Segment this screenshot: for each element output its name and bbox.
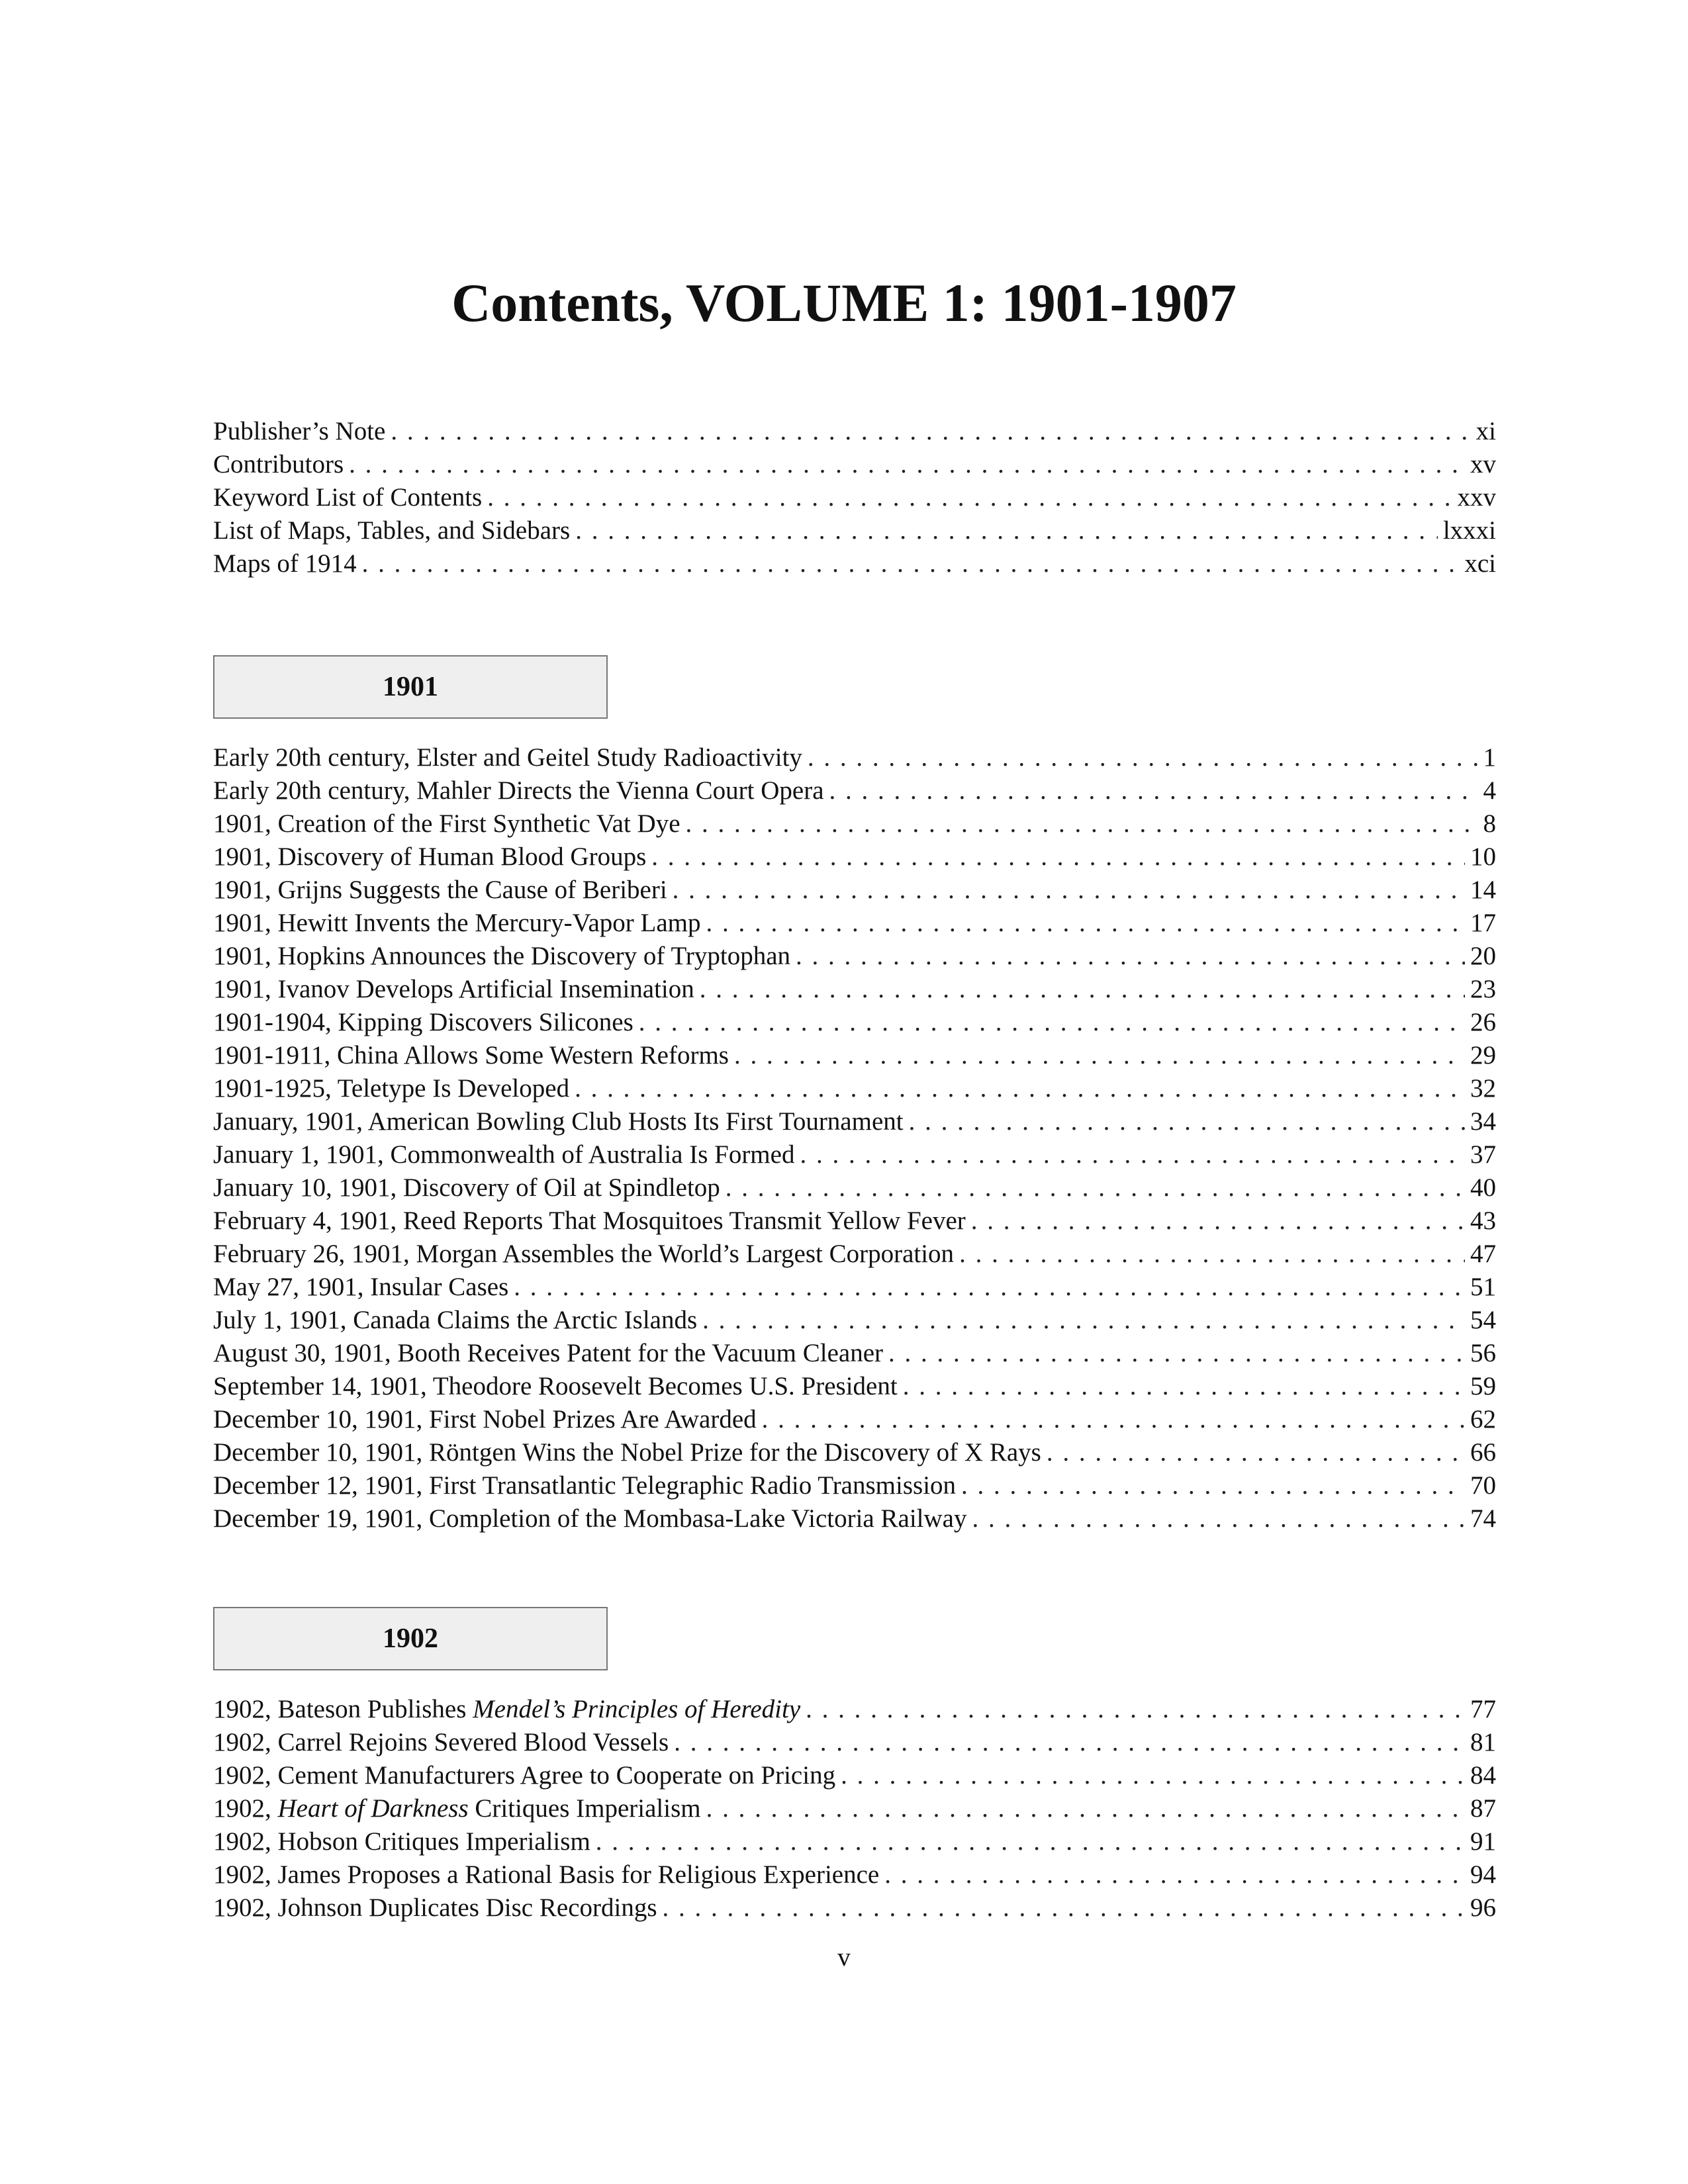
toc-entry-title: 1902, Hobson Critiques Imperialism xyxy=(213,1827,590,1856)
toc-entry-title: 1902, Heart of Darkness Critiques Imperialism xyxy=(213,1794,701,1823)
toc-entry-title: 1902, Cement Manufacturers Agree to Cooperate on Pricing xyxy=(213,1761,836,1790)
toc-entry-title: 1901, Discovery of Human Blood Groups xyxy=(213,842,647,871)
toc-entry-title: 1902, James Proposes a Rational Basis for Religious Experience xyxy=(213,1860,880,1889)
toc-entry[interactable] xyxy=(213,940,1496,973)
toc-entry[interactable] xyxy=(213,1105,1496,1138)
toc-entry-page: 32 xyxy=(1470,1074,1496,1103)
dot-leader xyxy=(903,1370,1465,1403)
dot-leader xyxy=(726,1171,1465,1205)
toc-entry-page: 84 xyxy=(1470,1761,1496,1790)
dot-leader xyxy=(487,481,1452,514)
toc-entry-title: Publisher’s Note xyxy=(213,417,386,445)
toc-entry[interactable] xyxy=(213,1072,1496,1105)
dot-leader xyxy=(972,1502,1465,1535)
dot-leader xyxy=(663,1891,1465,1925)
toc-entry-page: xci xyxy=(1464,549,1496,578)
toc-entry-page: 34 xyxy=(1470,1107,1496,1136)
toc-entry-title: December 10, 1901, First Nobel Prizes Are Awarded xyxy=(213,1405,757,1433)
toc-entry[interactable] xyxy=(213,1304,1496,1337)
toc-entry[interactable] xyxy=(213,448,1496,481)
toc-entry[interactable] xyxy=(213,774,1496,807)
toc-entry[interactable] xyxy=(213,1006,1496,1039)
dot-leader xyxy=(796,940,1465,973)
toc-entry-page: 51 xyxy=(1470,1273,1496,1301)
dot-leader xyxy=(651,841,1465,874)
dot-leader xyxy=(391,415,1470,448)
toc-entry-title: January, 1901, American Bowling Club Hosts Its First Tournament xyxy=(213,1107,904,1136)
toc-entry-title: 1902, Johnson Duplicates Disc Recordings xyxy=(213,1893,657,1922)
toc-entry-page: 8 xyxy=(1483,809,1496,838)
toc-entry[interactable] xyxy=(213,1858,1496,1891)
toc-entry[interactable] xyxy=(213,481,1496,514)
toc-entry-page: 77 xyxy=(1470,1695,1496,1723)
toc-entry[interactable] xyxy=(213,1825,1496,1858)
toc-entry-page: 17 xyxy=(1470,909,1496,937)
toc-entry-page: 4 xyxy=(1483,776,1496,805)
toc-entry-title: July 1, 1901, Canada Claims the Arctic Islands xyxy=(213,1306,698,1334)
toc-list-1901 xyxy=(213,741,1496,1535)
toc-entry[interactable] xyxy=(213,973,1496,1006)
toc-entry-title: September 14, 1901, Theodore Roosevelt Becomes U.S. President xyxy=(213,1372,898,1400)
toc-entry-page: 66 xyxy=(1470,1438,1496,1467)
toc-entry[interactable] xyxy=(213,907,1496,940)
toc-entry-page: xi xyxy=(1476,417,1496,445)
toc-entry[interactable] xyxy=(213,1693,1496,1726)
toc-entry[interactable] xyxy=(213,1726,1496,1759)
dot-leader xyxy=(575,514,1438,547)
toc-entry-page: 87 xyxy=(1470,1794,1496,1823)
dot-leader xyxy=(888,1337,1465,1370)
toc-entry[interactable] xyxy=(213,1271,1496,1304)
toc-entry-page: 20 xyxy=(1470,942,1496,970)
toc-entry-title: 1901, Creation of the First Synthetic Vat Dye xyxy=(213,809,680,838)
toc-entry-page: 91 xyxy=(1470,1827,1496,1856)
toc-entry-page: 74 xyxy=(1470,1504,1496,1533)
dot-leader xyxy=(806,1693,1465,1726)
toc-entry-title: List of Maps, Tables, and Sidebars xyxy=(213,516,571,545)
toc-entry[interactable] xyxy=(213,1792,1496,1825)
toc-entry-page: 29 xyxy=(1470,1041,1496,1069)
dot-leader xyxy=(674,1726,1465,1759)
front-matter-list xyxy=(213,415,1496,580)
toc-entry[interactable] xyxy=(213,1759,1496,1792)
toc-entry[interactable] xyxy=(213,807,1496,841)
toc-entry-page: 54 xyxy=(1470,1306,1496,1334)
toc-entry[interactable] xyxy=(213,1238,1496,1271)
toc-entry-title: Contributors xyxy=(213,450,344,478)
toc-entry-page: 43 xyxy=(1470,1206,1496,1235)
dot-leader xyxy=(829,774,1478,807)
toc-entry-title: December 10, 1901, Röntgen Wins the Nobel Prize for the Discovery of X Rays xyxy=(213,1438,1041,1467)
toc-entry[interactable] xyxy=(213,1436,1496,1469)
toc-entry-page: xv xyxy=(1470,450,1496,478)
toc-entry-title: Early 20th century, Elster and Geitel Study Radioactivity xyxy=(213,743,802,772)
dot-leader xyxy=(959,1238,1465,1271)
dot-leader xyxy=(575,1072,1465,1105)
toc-entry-page: 14 xyxy=(1470,876,1496,904)
toc-entry[interactable] xyxy=(213,514,1496,547)
toc-entry-title: February 26, 1901, Morgan Assembles the World’s Largest Corporation xyxy=(213,1240,955,1268)
toc-entry-page: lxxxi xyxy=(1442,516,1496,545)
toc-entry[interactable] xyxy=(213,1039,1496,1072)
dot-leader xyxy=(362,547,1460,580)
dot-leader xyxy=(961,1469,1465,1502)
toc-entry-title: January 10, 1901, Discovery of Oil at Spindletop xyxy=(213,1173,720,1202)
toc-entry-page: 1 xyxy=(1483,743,1496,772)
dot-leader xyxy=(514,1271,1465,1304)
toc-entry-title: January 1, 1901, Commonwealth of Australia Is Formed xyxy=(213,1140,795,1169)
toc-entry-page: 81 xyxy=(1470,1728,1496,1756)
toc-entry-title: 1901-1904, Kipping Discovers Silicones xyxy=(213,1008,633,1036)
toc-entry-page: 56 xyxy=(1470,1339,1496,1367)
dot-leader xyxy=(800,1138,1465,1171)
toc-entry[interactable] xyxy=(213,741,1496,774)
dot-leader xyxy=(706,907,1465,940)
toc-entry-page: 37 xyxy=(1470,1140,1496,1169)
toc-entry[interactable] xyxy=(213,1370,1496,1403)
dot-leader xyxy=(700,973,1465,1006)
toc-entry-page: xxv xyxy=(1457,483,1496,512)
toc-entry-title: Early 20th century, Mahler Directs the Vienna Court Opera xyxy=(213,776,824,805)
year-heading-1902: 1902 xyxy=(213,1607,608,1670)
dot-leader xyxy=(841,1759,1465,1792)
toc-entry-title: 1901, Hopkins Announces the Discovery of Tryptophan xyxy=(213,942,791,970)
toc-entry-title: December 12, 1901, First Transatlantic Telegraphic Radio Transmission xyxy=(213,1471,957,1500)
toc-entry[interactable] xyxy=(213,841,1496,874)
dot-leader xyxy=(673,874,1465,907)
toc-entry-page: 94 xyxy=(1470,1860,1496,1889)
dot-leader xyxy=(971,1205,1465,1238)
toc-entry[interactable] xyxy=(213,1138,1496,1171)
toc-entry-page: 26 xyxy=(1470,1008,1496,1036)
dot-leader xyxy=(762,1403,1465,1436)
dot-leader xyxy=(808,741,1478,774)
dot-leader xyxy=(349,448,1465,481)
toc-entry-page: 96 xyxy=(1470,1893,1496,1922)
toc-entry[interactable] xyxy=(213,1469,1496,1502)
dot-leader xyxy=(639,1006,1465,1039)
toc-entry[interactable] xyxy=(213,1403,1496,1436)
dot-leader xyxy=(702,1304,1465,1337)
toc-entry-page: 47 xyxy=(1470,1240,1496,1268)
dot-leader xyxy=(884,1858,1465,1891)
toc-entry[interactable] xyxy=(213,1205,1496,1238)
toc-entry[interactable] xyxy=(213,415,1496,448)
toc-entry-title: 1901-1925, Teletype Is Developed xyxy=(213,1074,570,1103)
toc-entry-title: August 30, 1901, Booth Receives Patent for the Vacuum Cleaner xyxy=(213,1339,884,1367)
toc-list-1902 xyxy=(213,1693,1496,1925)
toc-entry-page: 23 xyxy=(1470,975,1496,1003)
toc-entry-page: 70 xyxy=(1470,1471,1496,1500)
dot-leader xyxy=(734,1039,1465,1072)
toc-entry-page: 10 xyxy=(1470,842,1496,871)
toc-entry-title: Maps of 1914 xyxy=(213,549,357,578)
dot-leader xyxy=(596,1825,1465,1858)
page-title: Contents, VOLUME 1: 1901-1907 xyxy=(451,273,1237,333)
dot-leader xyxy=(909,1105,1465,1138)
toc-entry[interactable] xyxy=(213,1171,1496,1205)
toc-entry-title: 1902, Carrel Rejoins Severed Blood Vessels xyxy=(213,1728,669,1756)
toc-entry-title: December 19, 1901, Completion of the Mombasa-Lake Victoria Railway xyxy=(213,1504,967,1533)
toc-entry-title: 1901, Ivanov Develops Artificial Insemination xyxy=(213,975,694,1003)
page-folio: v xyxy=(837,1943,851,1972)
toc-entry-title: 1902, Bateson Publishes Mendel’s Principles of Heredity xyxy=(213,1695,801,1723)
toc-entry-title: 1901-1911, China Allows Some Western Reforms xyxy=(213,1041,729,1069)
toc-entry[interactable] xyxy=(213,1502,1496,1535)
toc-entry-page: 40 xyxy=(1470,1173,1496,1202)
toc-entry[interactable] xyxy=(213,1891,1496,1925)
dot-leader xyxy=(1047,1436,1465,1469)
toc-entry-title: 1901, Grijns Suggests the Cause of Beriberi xyxy=(213,876,667,904)
toc-entry[interactable] xyxy=(213,874,1496,907)
toc-entry-title: February 4, 1901, Reed Reports That Mosquitoes Transmit Yellow Fever xyxy=(213,1206,966,1235)
dot-leader xyxy=(686,807,1478,841)
dot-leader xyxy=(706,1792,1465,1825)
toc-entry-title: May 27, 1901, Insular Cases xyxy=(213,1273,509,1301)
toc-entry[interactable] xyxy=(213,1337,1496,1370)
toc-entry[interactable] xyxy=(213,547,1496,580)
year-heading-1901: 1901 xyxy=(213,655,608,719)
toc-entry-page: 62 xyxy=(1470,1405,1496,1433)
toc-entry-title: Keyword List of Contents xyxy=(213,483,483,512)
toc-entry-title: 1901, Hewitt Invents the Mercury-Vapor Lamp xyxy=(213,909,701,937)
toc-entry-page: 59 xyxy=(1470,1372,1496,1400)
